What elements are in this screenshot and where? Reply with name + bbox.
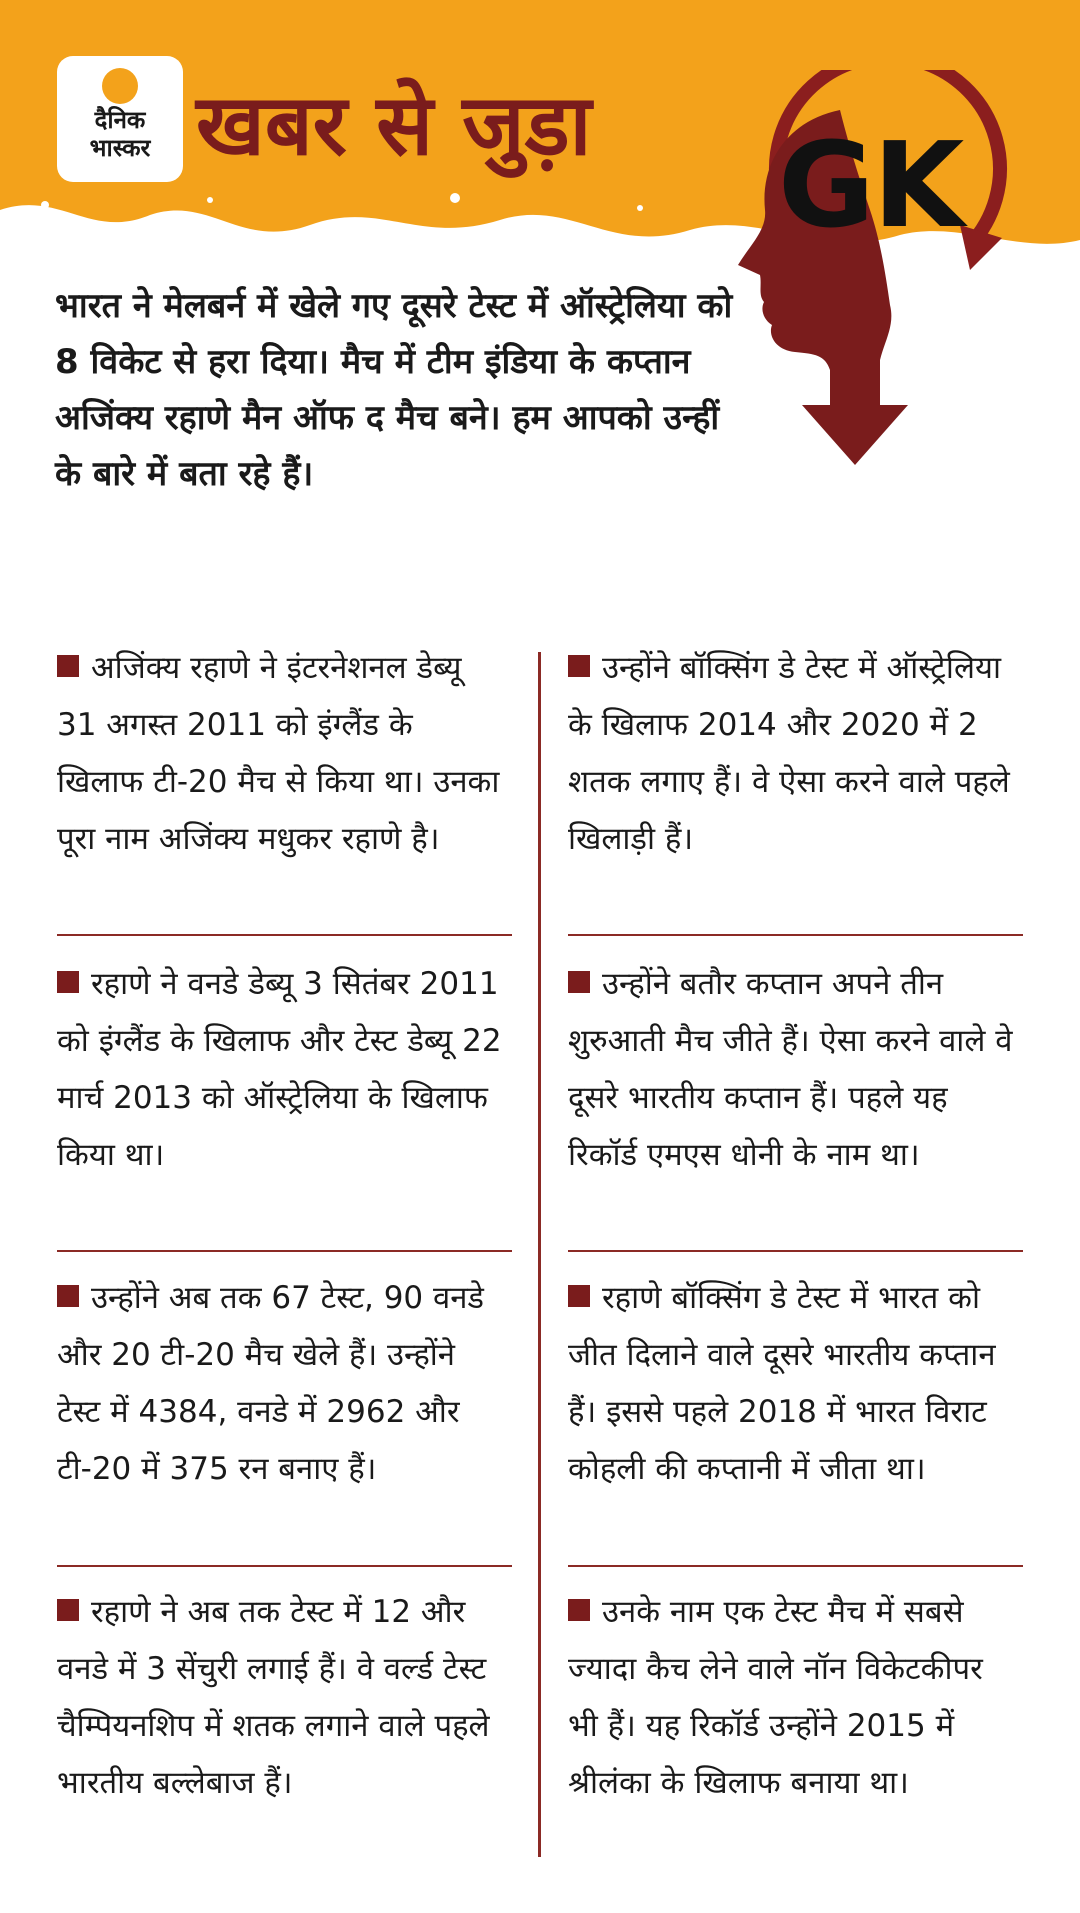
fact-text: उन्होंने अब तक 67 टेस्ट, 90 वनडे और 20 टी-20 मैच खेले हैं। उन्होंने टेस्ट में 4384, वनडे में 2962 और टी-20 में 375 रन बनाए हैं। [57,1280,485,1487]
intro-text-emphasis: हम आपको उन्हीं के बारे में बता रहे हैं। [55,398,720,494]
fact-right-3 [568,1270,1018,1498]
fact-left-2 [57,956,507,1184]
row-divider [57,1250,512,1252]
bullet-square-icon [568,1285,590,1307]
headline: खबर से जुड़ा [196,76,592,174]
bullet-square-icon [568,655,590,677]
fact-text: उनके नाम एक टेस्ट मैच में सबसे ज्यादा कैच लेने वाले नॉन विकेटकीपर भी हैं। यह रिकॉर्ड उन्होंने 2015 में श्रीलंका के खिलाफ बनाया था। [568,1594,983,1801]
row-divider [57,1565,512,1567]
row-divider [57,934,512,936]
gk-label: GK [778,116,963,254]
dainik-bhaskar-logo [57,56,183,182]
fact-text: रहाणे बॉक्सिंग डे टेस्ट में भारत को जीत दिलाने वाले दूसरे भारतीय कप्तान हैं। इससे पहले 2018 में भारत विराट कोहली की कप्तानी में जीता था। [568,1280,996,1487]
fact-right-4 [568,1584,1018,1812]
sun-icon [102,68,138,104]
row-divider [568,1250,1023,1252]
fact-text: अजिंक्य रहाणे ने इंटरनेशनल डेब्यू 31 अगस्त 2011 को इंग्लैंड के खिलाफ टी-20 मैच से किया था। उनका पूरा नाम अजिंक्य मधुकर रहाणे है। [57,650,500,857]
column-divider [538,652,541,1857]
fact-right-1 [568,640,1018,868]
fact-left-4 [57,1584,507,1812]
fact-text: उन्होंने बॉक्सिंग डे टेस्ट में ऑस्ट्रेलिया के खिलाफ 2014 और 2020 में 2 शतक लगाए हैं। वे ऐसा करने वाले पहले खिलाड़ी हैं। [568,650,1010,857]
logo-text [57,106,183,162]
fact-left-1 [57,640,507,868]
intro-paragraph [55,278,755,502]
fact-text: रहाणे ने अब तक टेस्ट में 12 और वनडे में 3 सेंचुरी लगाई हैं। वे वर्ल्ड टेस्ट चैम्पियनशिप में शतक लगाने वाले पहले भारतीय बल्लेबाज हैं। [57,1594,490,1801]
bullet-square-icon [57,1599,79,1621]
bullet-square-icon [57,1285,79,1307]
fact-text: उन्होंने बतौर कप्तान अपने तीन शुरुआती मैच जीते हैं। ऐसा करने वाले वे दूसरे भारतीय कप्तान हैं। पहले यह रिकॉर्ड एमएस धोनी के नाम था। [568,966,1013,1173]
row-divider [568,1565,1023,1567]
intro-text: भारत ने मेलबर्न में खेले गए दूसरे टेस्ट में ऑस्ट्रेलिया को 8 विकेट से हरा दिया। मैच में टीम इंडिया के कप्तान अजिंक्य रहाणे मैन ऑफ द मैच बने। [55,286,733,438]
bullet-square-icon [568,1599,590,1621]
fact-right-2 [568,956,1018,1184]
logo-line-2: भास्कर [89,134,151,162]
bullet-square-icon [568,971,590,993]
row-divider [568,934,1023,936]
logo-line-1: दैनिक [94,106,146,134]
fact-text: रहाणे ने वनडे डेब्यू 3 सितंबर 2011 को इंग्लैंड के खिलाफ और टेस्ट डेब्यू 22 मार्च 2013 को ऑस्ट्रेलिया के खिलाफ किया था। [57,966,502,1173]
fact-left-3 [57,1270,507,1498]
bullet-square-icon [57,655,79,677]
bullet-square-icon [57,971,79,993]
